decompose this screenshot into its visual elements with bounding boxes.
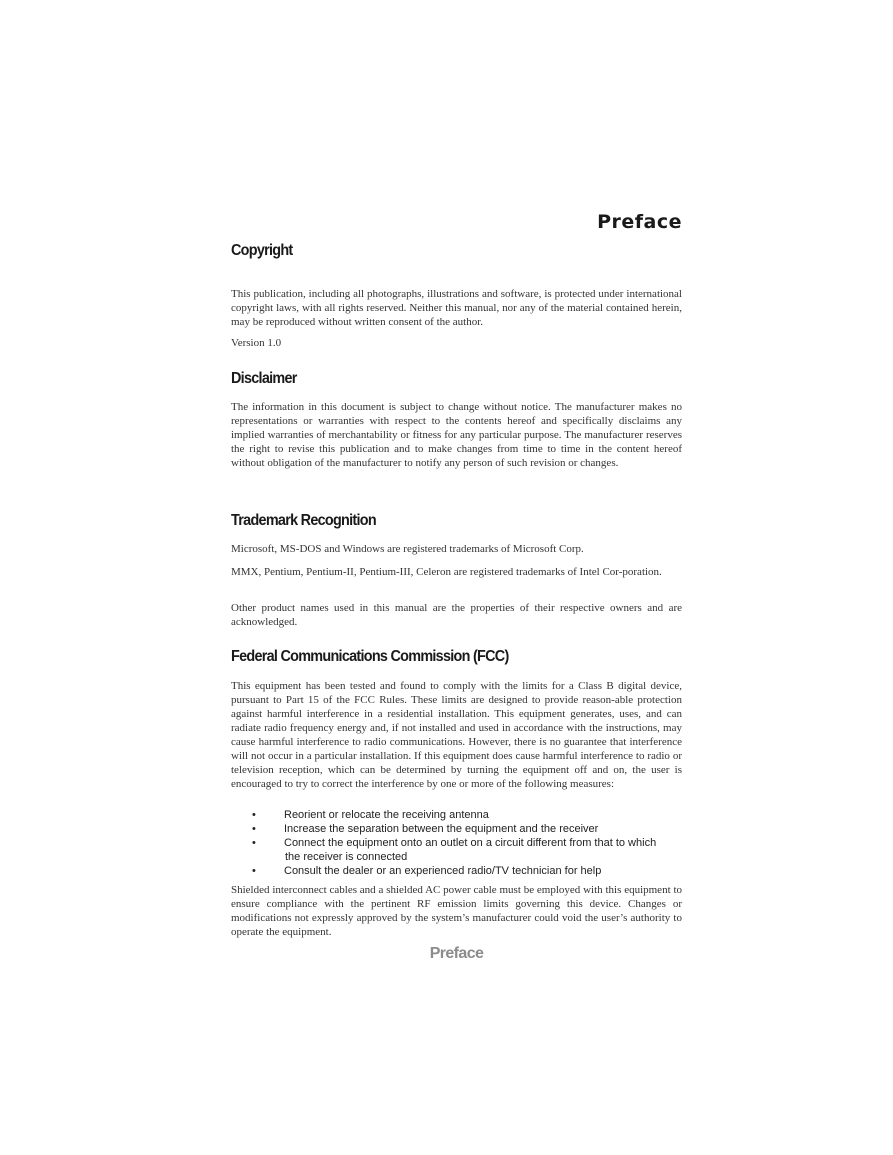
trademark-paragraph-microsoft: Microsoft, MS-DOS and Windows are registered trademarks of Microsoft Corp.	[231, 543, 584, 555]
bullet-icon: •	[252, 823, 256, 835]
fcc-heading: Federal Communications Commission (FCC)	[231, 648, 509, 665]
page-footer: Preface	[429, 945, 484, 962]
measure-text: Consult the dealer or an experienced radio/TV technician for help	[284, 865, 602, 877]
trademark-heading: Trademark Recognition	[231, 512, 376, 529]
list-item	[231, 808, 682, 822]
page-title: Preface	[597, 211, 682, 233]
measure-text: Reorient or relocate the receiving antenna	[284, 809, 489, 821]
list-item	[231, 864, 682, 878]
copyright-paragraph: This publication, including all photographs, illustrations and software, is protected under international copyright laws, with all rights reserved. Neither this manual, nor any of the material contained herein, may be reproduced without written consent of the author.	[231, 288, 682, 328]
disclaimer-paragraph: The information in this document is subject to change without notice. The manufacturer makes no representations or warranties with respect to the contents hereof and specifically disclaims any implied warranties of merchantability or fitness for any particular purpose. The manufacturer reserves the right to revise this publication and to make changes from time to time in the content hereof without obligation of the manufacturer to notify any person of such revision or changes.	[231, 401, 682, 469]
bullet-icon: •	[252, 809, 256, 821]
trademark-paragraph-others: Other product names used in this manual are the properties of their respective owners and are acknowledged.	[231, 602, 682, 628]
copyright-heading: Copyright	[231, 242, 293, 259]
bullet-icon: •	[252, 837, 256, 849]
fcc-intro-paragraph: This equipment has been tested and found to comply with the limits for a Class B digital device, pursuant to Part 15 of the FCC Rules. These limits are designed to provide reason-able protection against harmful interference in a residential installation. This equipment generates, uses, and can radiate radio frequency energy and, if not installed and used in accordance with the instructions, may cause harmful interference to radio communications. However, there is no guarantee that interference will not occur in a particular installation. If this equipment does cause harmful interference to radio or television reception, which can be determined by turning the equipment off and on, the user is encouraged to try to correct the interference by one or more of the following measures:	[231, 680, 682, 790]
list-item	[231, 822, 682, 836]
measure-text-continuation: the receiver is connected	[285, 851, 408, 863]
list-item	[231, 836, 682, 864]
measure-text: Connect the equipment onto an outlet on a circuit different from that to which	[284, 837, 657, 849]
bullet-icon: •	[252, 865, 256, 877]
version-text: Version 1.0	[231, 337, 282, 349]
trademark-paragraph-intel: MMX, Pentium, Pentium-II, Pentium-III, Celeron are registered trademarks of Intel Cor-poration.	[231, 566, 662, 578]
measure-text: Increase the separation between the equipment and the receiver	[284, 823, 599, 835]
fcc-measures-list	[231, 808, 682, 878]
disclaimer-heading: Disclaimer	[231, 370, 297, 387]
fcc-closing-paragraph: Shielded interconnect cables and a shielded AC power cable must be employed with this equipment to ensure compliance with the pertinent RF emission limits governing this device. Changes or modifications not expressly approved by the system’s manufacturer could void the user’s authority to operate the equipment.	[231, 884, 682, 938]
